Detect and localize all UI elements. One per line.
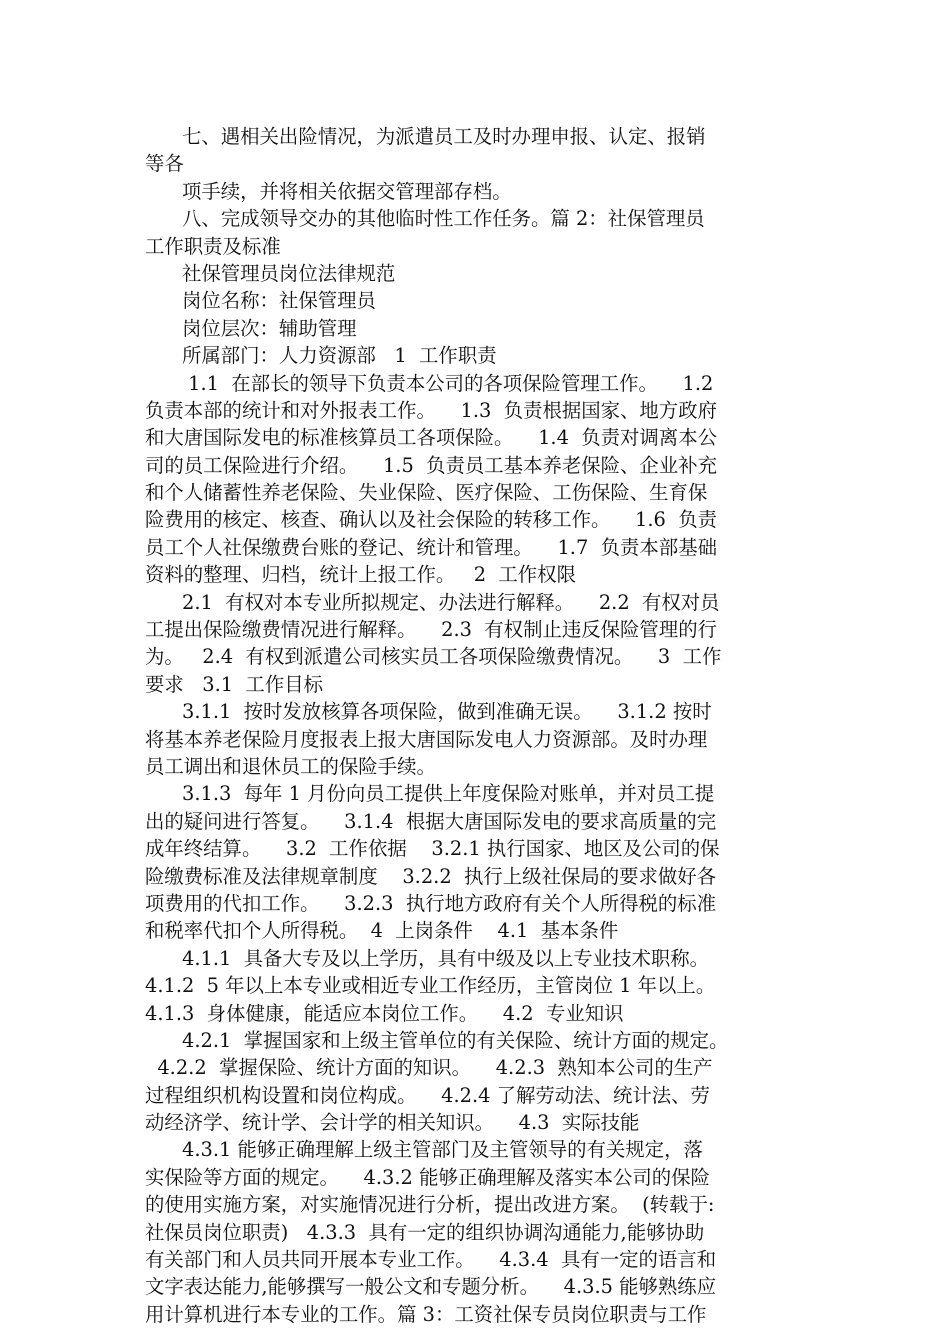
text-line: 工作职责及标准: [145, 234, 281, 258]
text-line: 4.2.2 掌握保险、统计方面的知识。 4.2.3 熟知本公司的生产: [145, 1056, 713, 1080]
text-line: 七、遇相关出险情况，为派遣员工及时办理申报、认定、报销: [145, 125, 706, 148]
text-line: 的使用实施方案，对实施情况进行分析，提出改进方案。 (转载于:: [145, 1193, 715, 1217]
text-line: 1.1 在部长的领导下负责本公司的各项保险管理工作。 1.2: [145, 371, 714, 395]
text-line: 司的员工保险进行介绍。 1.5 负责员工基本养老保险、企业补充: [145, 453, 717, 477]
text-line: 和大唐国际发电的标准核算员工各项保险。 1.4 负责对调离本公: [145, 426, 717, 450]
text-line: 为。 2.4 有权到派遣公司核实员工各项保险缴费情况。 3 工作: [145, 645, 722, 669]
text-line: 文字表达能力,能够撰写一般公文和专题分析。 4.3.5 能够熟练应: [145, 1275, 717, 1299]
text-line: 3.1.3 每年 1 月份向员工提供上年度保险对账单，并对员工提: [145, 782, 715, 806]
document-body: [145, 123, 815, 1328]
text-line: 岗位名称：社保管理员: [145, 289, 376, 313]
text-line: 4.3.1 能够正确理解上级主管部门及主管领导的有关规定，落: [145, 1138, 703, 1162]
text-line: 有关部门和人员共同开展本专业工作。 4.3.4 具有一定的语言和: [145, 1248, 717, 1272]
text-line: 2.1 有权对本专业所拟规定、办法进行解释。 2.2 有权对员: [145, 590, 720, 614]
text-line: 员工调出和退休员工的保险手续。: [145, 754, 436, 778]
text-line: 要求 3.1 工作目标: [145, 672, 323, 696]
text-line: 和个人储蓄性养老保险、失业保险、医疗保险、工伤保险、生育保: [145, 481, 708, 505]
text-line: 险费用的核定、核查、确认以及社会保险的转移工作。 1.6 负责: [145, 508, 717, 532]
text-line: 社保管理员岗位法律规范: [145, 261, 396, 285]
text-line: 险缴费标准及法律规章制度 3.2.2 执行上级社保局的要求做好各: [145, 864, 717, 888]
text-line: 将基本养老保险月度报表上报大唐国际发电人力资源部。及时办理: [145, 727, 708, 751]
text-line: 3.1.1 按时发放核算各项保险，做到准确无误。 3.1.2 按时: [145, 700, 712, 724]
text-line: 等各: [145, 152, 184, 176]
text-line: 社保员岗位职责) 4.3.3 具有一定的组织协调沟通能力,能够协助: [145, 1220, 705, 1244]
text-line: 动经济学、统计学、会计学的相关知识。 4.3 实际技能: [145, 1111, 640, 1135]
text-line: 4.1.1 具备大专及以上学历，具有中级及以上专业技术职称。: [145, 946, 710, 970]
text-line: 过程组织机构设置和岗位构成。 4.2.4 了解劳动法、统计法、劳: [145, 1083, 710, 1107]
text-line: 所属部门：人力资源部 1 工作职责: [145, 344, 497, 368]
text-line: 4.1.3 身体健康，能适应本岗位工作。 4.2 专业知识: [145, 1001, 624, 1025]
text-line: 员工个人社保缴费台账的登记、统计和管理。 1.7 负责本部基础: [145, 535, 717, 559]
text-line: 成年终结算。 3.2 工作依据 3.2.1 执行国家、地区及公司的保: [145, 837, 720, 861]
text-line: 工提出保险缴费情况进行解释。 2.3 有权制止违反保险管理的行: [145, 618, 717, 642]
text-line: 项费用的代扣工作。 3.2.3 执行地方政府有关个人所得税的标准: [145, 891, 717, 915]
text-line: 和税率代扣个人所得税。 4 上岗条件 4.1 基本条件: [145, 919, 619, 943]
text-line: 用计算机进行本专业的工作。篇 3：工资社保专员岗位职责与工作: [145, 1302, 707, 1326]
text-line: 资料的整理、归档，统计上报工作。 2 工作权限: [145, 563, 576, 587]
text-line: 实保险等方面的规定。 4.3.2 能够正确理解及落实本公司的保险: [145, 1165, 710, 1189]
text-line: 出的疑问进行答复。 3.1.4 根据大唐国际发电的要求高质量的完: [145, 809, 717, 833]
text-line: 4.1.2 5 年以上本专业或相近专业工作经历，主管岗位 1 年以上。: [145, 974, 716, 998]
text-line: 岗位层次：辅助管理: [145, 316, 357, 340]
text-line: 4.2.1 掌握国家和上级主管单位的有关保险、统计方面的规定。: [145, 1028, 729, 1052]
text-line: 负责本部的统计和对外报表工作。 1.3 负责根据国家、地方政府: [145, 398, 717, 422]
text-line: 项手续，并将相关依据交管理部存档。: [145, 179, 512, 203]
text-line: 八、完成领导交办的其他临时性工作任务。篇 2：社保管理员: [145, 207, 705, 231]
